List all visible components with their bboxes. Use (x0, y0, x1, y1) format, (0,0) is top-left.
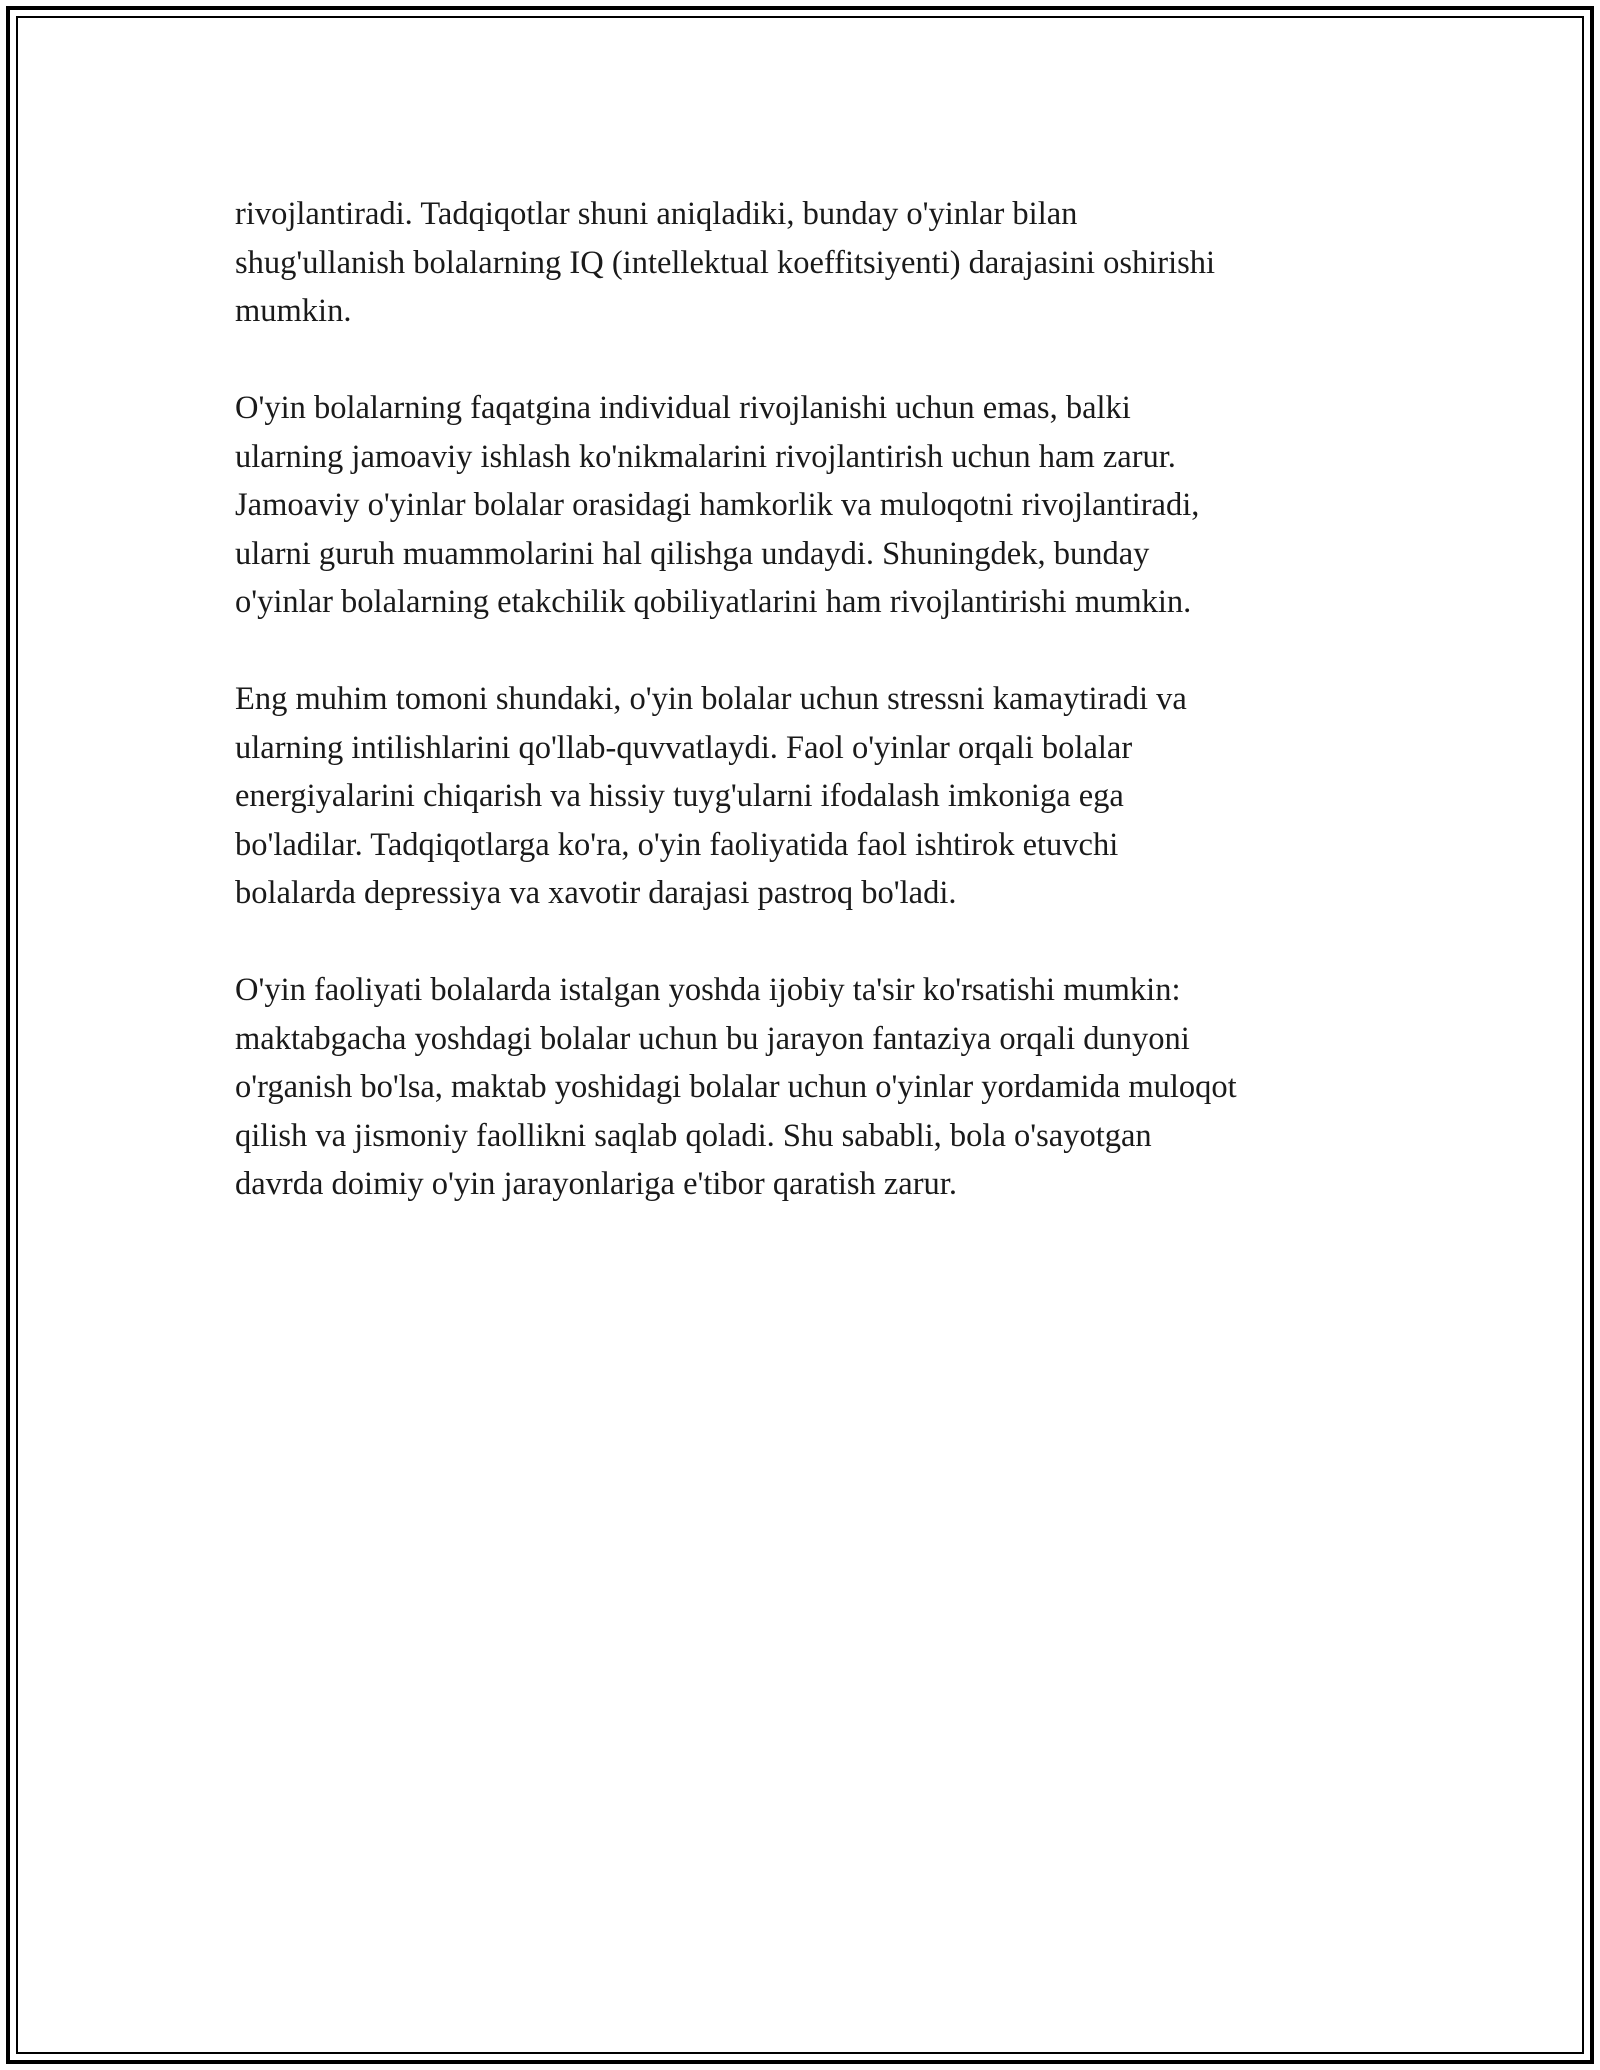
text-line: davrda doimiy o'yin jarayonlariga e'tibor qaratish zarur. (235, 1166, 957, 1202)
text-line: O'yin faoliyati bolalarda istalgan yoshda ijobiy ta'sir ko'rsatishi mumkin: (235, 972, 1181, 1008)
text-line: qilish va jismoniy faollikni saqlab qoladi. Shu sababli, bola o'sayotgan (235, 1117, 1152, 1154)
paragraph-4 (235, 966, 1385, 1209)
text-line: maktabgacha yoshdagi bolalar uchun bu jarayon fantaziya orqali dunyoni (235, 1020, 1190, 1057)
text-line: bolalarda depressiya va xavotir darajasi pastroq bo'ladi. (235, 875, 957, 911)
text-line: ularni guruh muammolarini hal qilishga undaydi. Shuningdek, bunday (235, 535, 1150, 572)
paragraph-2 (235, 384, 1385, 627)
paragraph-3 (235, 675, 1385, 918)
paragraph-1 (235, 190, 1385, 336)
text-line: O'yin bolalarning faqatgina individual rivojlanishi uchun emas, balki (235, 390, 1131, 426)
text-line: Jamoaviy o'yinlar bolalar orasidagi hamkorlik va muloqotni rivojlantiradi, (235, 487, 1200, 523)
text-line: ularning jamoaviy ishlash ko'nikmalarini rivojlantirish uchun ham zarur. (235, 438, 1176, 475)
text-line: Eng muhim tomoni shundaki, o'yin bolalar uchun stressni kamaytiradi va (235, 681, 1187, 717)
text-line: bo'ladilar. Tadqiqotlarga ko'ra, o'yin faoliyatida faol ishtirok etuvchi (235, 826, 1119, 863)
text-line: ularning intilishlarini qo'llab-quvvatlaydi. Faol o'yinlar orqali bolalar (235, 729, 1133, 766)
text-line: energiyalarini chiqarish va hissiy tuyg'ularni ifodalash imkoniga ega (235, 778, 1124, 814)
text-line: o'yinlar bolalarning etakchilik qobiliyatlarini ham rivojlantirishi mumkin. (235, 584, 1192, 620)
text-line: mumkin. (235, 293, 352, 329)
text-line: o'rganish bo'lsa, maktab yoshidagi bolalar uchun o'yinlar yordamida muloqot (235, 1069, 1237, 1105)
document-body (235, 190, 1385, 1257)
text-line: shug'ullanish bolalarning IQ (intellektual koeffitsiyenti) darajasini oshirishi (235, 244, 1216, 281)
text-line: rivojlantiradi. Tadqiqotlar shuni aniqladiki, bunday o'yinlar bilan (235, 196, 1078, 232)
